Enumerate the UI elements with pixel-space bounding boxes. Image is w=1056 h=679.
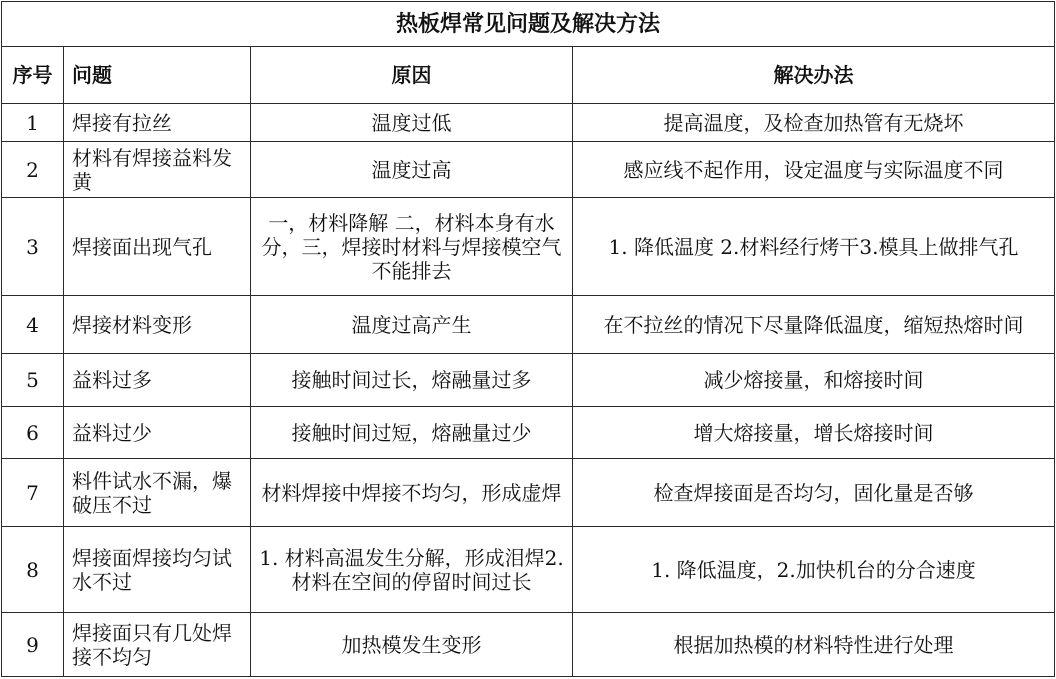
row-problem: 料件试水不漏，爆破压不过 [64, 459, 251, 527]
row-solution: 检查焊接面是否均匀，固化量是否够 [573, 459, 1055, 527]
row-solution: 1. 降低温度，2.加快机台的分合速度 [573, 527, 1055, 613]
row-no: 1 [2, 104, 64, 142]
row-solution: 在不拉丝的情况下尽量降低温度，缩短热熔时间 [573, 296, 1055, 354]
row-no: 3 [2, 198, 64, 296]
row-solution: 1. 降低温度 2.材料经行烤干3.模具上做排气孔 [573, 198, 1055, 296]
table-row [2, 354, 1055, 407]
row-problem: 益料过少 [64, 407, 251, 459]
row-problem: 焊接面焊接均匀试水不过 [64, 527, 251, 613]
row-solution: 减少熔接量，和熔接时间 [573, 354, 1055, 407]
row-solution: 提高温度，及检查加热管有无烧坏 [573, 104, 1055, 142]
row-no: 4 [2, 296, 64, 354]
row-reason: 温度过高 [251, 142, 573, 198]
row-reason: 接触时间过长，熔融量过多 [251, 354, 573, 407]
row-reason: 接触时间过短，熔融量过少 [251, 407, 573, 459]
row-reason: 材料焊接中焊接不均匀，形成虚焊 [251, 459, 573, 527]
table-row [2, 296, 1055, 354]
row-no: 2 [2, 142, 64, 198]
table-row [2, 459, 1055, 527]
row-reason: 加热模发生变形 [251, 613, 573, 677]
row-reason: 温度过高产生 [251, 296, 573, 354]
row-problem: 材料有焊接益料发黄 [64, 142, 251, 198]
title-row [2, 2, 1055, 47]
row-no: 5 [2, 354, 64, 407]
row-problem: 焊接有拉丝 [64, 104, 251, 142]
table-title: 热板焊常见问题及解决方法 [2, 2, 1055, 47]
table-row [2, 104, 1055, 142]
row-no: 9 [2, 613, 64, 677]
row-problem: 焊接材料变形 [64, 296, 251, 354]
table-row [2, 407, 1055, 459]
row-problem: 焊接面只有几处焊接不均匀 [64, 613, 251, 677]
row-solution: 感应线不起作用，设定温度与实际温度不同 [573, 142, 1055, 198]
header-reason: 原因 [251, 47, 573, 104]
problems-table [1, 1, 1055, 677]
header-problem: 问题 [64, 47, 251, 104]
header-row [2, 47, 1055, 104]
row-reason: 温度过低 [251, 104, 573, 142]
header-no: 序号 [2, 47, 64, 104]
table-row [2, 613, 1055, 677]
row-problem: 益料过多 [64, 354, 251, 407]
row-no: 6 [2, 407, 64, 459]
row-solution: 根据加热模的材料特性进行处理 [573, 613, 1055, 677]
table-row [2, 198, 1055, 296]
row-solution: 增大熔接量，增长熔接时间 [573, 407, 1055, 459]
table-row [2, 142, 1055, 198]
row-no: 7 [2, 459, 64, 527]
row-no: 8 [2, 527, 64, 613]
row-reason: 1. 材料高温发生分解，形成泪焊2.材料在空间的停留时间过长 [251, 527, 573, 613]
row-problem: 焊接面出现气孔 [64, 198, 251, 296]
header-solution: 解决办法 [573, 47, 1055, 104]
row-reason: 一，材料降解 二，材料本身有水分，三，焊接时材料与焊接模空气不能排去 [251, 198, 573, 296]
table-row [2, 527, 1055, 613]
